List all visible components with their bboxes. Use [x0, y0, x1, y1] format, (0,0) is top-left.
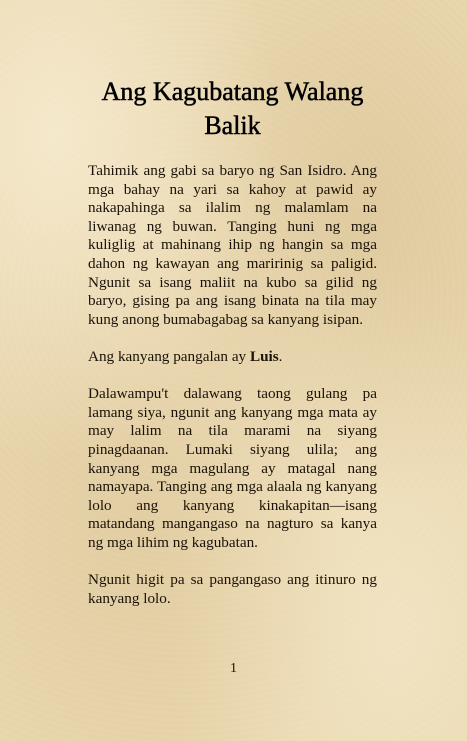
chapter-body	[88, 162, 377, 627]
chapter-title-line-2: Balik	[204, 111, 261, 140]
page-number: 1	[230, 661, 237, 676]
paragraph-1: Tahimik ang gabi sa baryo ng San Isidro. Ang mga bahay na yari sa kahoy at pawid ay nakapahinga sa ilalim ng malamlam na liwanag ng buwan. Tanging huni ng mga kuliglig at mahinang ihip ng hangin sa mga dahon ng kawayan ang maririnig sa paligid. Ngunit sa isang maliit na kubo sa gilid ng baryo, gising pa ang isang binata na tila may kung anong bumabagabag sa kanyang isipan.	[88, 162, 377, 328]
paragraph-4: Ngunit higit pa sa pangangaso ang itinuro ng kanyang lolo.	[88, 571, 377, 607]
paragraph-2	[88, 348, 377, 367]
chapter-title-line-1: Ang Kagubatang Walang	[101, 77, 364, 106]
name-end-punctuation: .	[278, 347, 283, 365]
paragraph-3: Dalawampu't dalawang taong gulang pa lamang siya, ngunit ang kanyang mga mata ay may lalim na tila marami na siyang pinagdaanan. Lumaki siyang ulila; ang kanyang mga magulang ay matagal nang namayapa. Tanging ang mga alaala ng kanyang lolo ang kanyang kinakapitan—isang matandang mangangaso na nagturo sa kanya ng mga lihim ng kagubatan.	[88, 385, 377, 551]
name-intro-text: Ang kanyang pangalan ay	[88, 347, 250, 365]
character-name: Luis	[249, 347, 279, 365]
chapter-title	[60, 75, 405, 143]
